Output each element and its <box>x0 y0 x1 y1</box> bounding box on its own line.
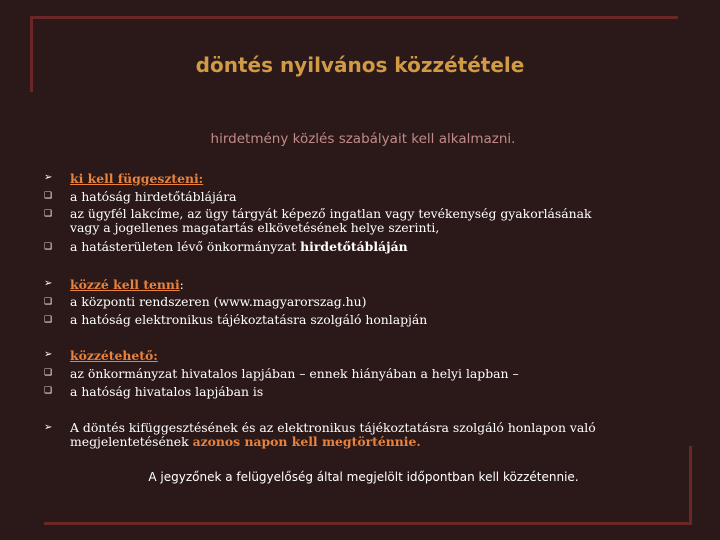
square-bullet-icon: ❑ <box>44 368 53 378</box>
square-bullet-icon: ❑ <box>44 242 53 252</box>
slide-title: döntés nyilvános közzététele <box>195 53 525 77</box>
list-item: a hatóság hirdetőtáblájára <box>70 189 237 204</box>
square-bullet-icon: ❑ <box>44 191 53 201</box>
square-bullet-icon: ❑ <box>44 209 53 219</box>
square-bullet-icon: ❑ <box>44 297 53 307</box>
frame-right-border <box>689 446 692 525</box>
footnote: A jegyzőnek a felügyelőség által megjelölt időpontban kell közzétennie. <box>148 470 579 484</box>
arrow-bullet-icon: ➢ <box>44 172 53 183</box>
frame-bottom-border <box>44 522 692 525</box>
slide-subtitle: hirdetmény közlés szabályait kell alkalmazni. <box>210 131 516 147</box>
frame-top-border <box>30 16 678 19</box>
list-item: a hatóság elektronikus tájékoztatásra szolgáló honlapján <box>70 312 428 327</box>
heading-kozze-kell-tenni: közzé kell tenni: <box>70 277 184 292</box>
list-item: az ügyfél lakcíme, az ügy tárgyát képező ingatlan vagy tevékenység gyakorlásának vagy a jogellenes magatartás elkövetésének helye szerinti, <box>70 206 592 235</box>
arrow-bullet-icon: ➢ <box>44 278 53 289</box>
list-item: az önkormányzat hivatalos lapjában – ennek hiányában a helyi lapban – <box>70 366 519 381</box>
heading-ki-kell-fuggeszteni: ki kell függeszteni: <box>70 171 204 186</box>
list-item: a hatóság hivatalos lapjában is <box>70 384 264 399</box>
arrow-bullet-icon: ➢ <box>44 349 53 360</box>
list-item: A döntés kifüggesztésének és az elektronikus tájékoztatásra szolgáló honlapon való megjelentetésének azonos napon kell megtörténnie. <box>70 420 596 449</box>
heading-kozzeteheto: közzétehető: <box>70 348 158 363</box>
square-bullet-icon: ❑ <box>44 315 53 325</box>
list-item: a hatásterületen lévő önkormányzat hirdetőtábláján <box>70 239 408 254</box>
square-bullet-icon: ❑ <box>44 386 53 396</box>
list-item: a központi rendszeren (www.magyarorszag.hu) <box>70 294 367 309</box>
arrow-bullet-icon: ➢ <box>44 422 53 433</box>
